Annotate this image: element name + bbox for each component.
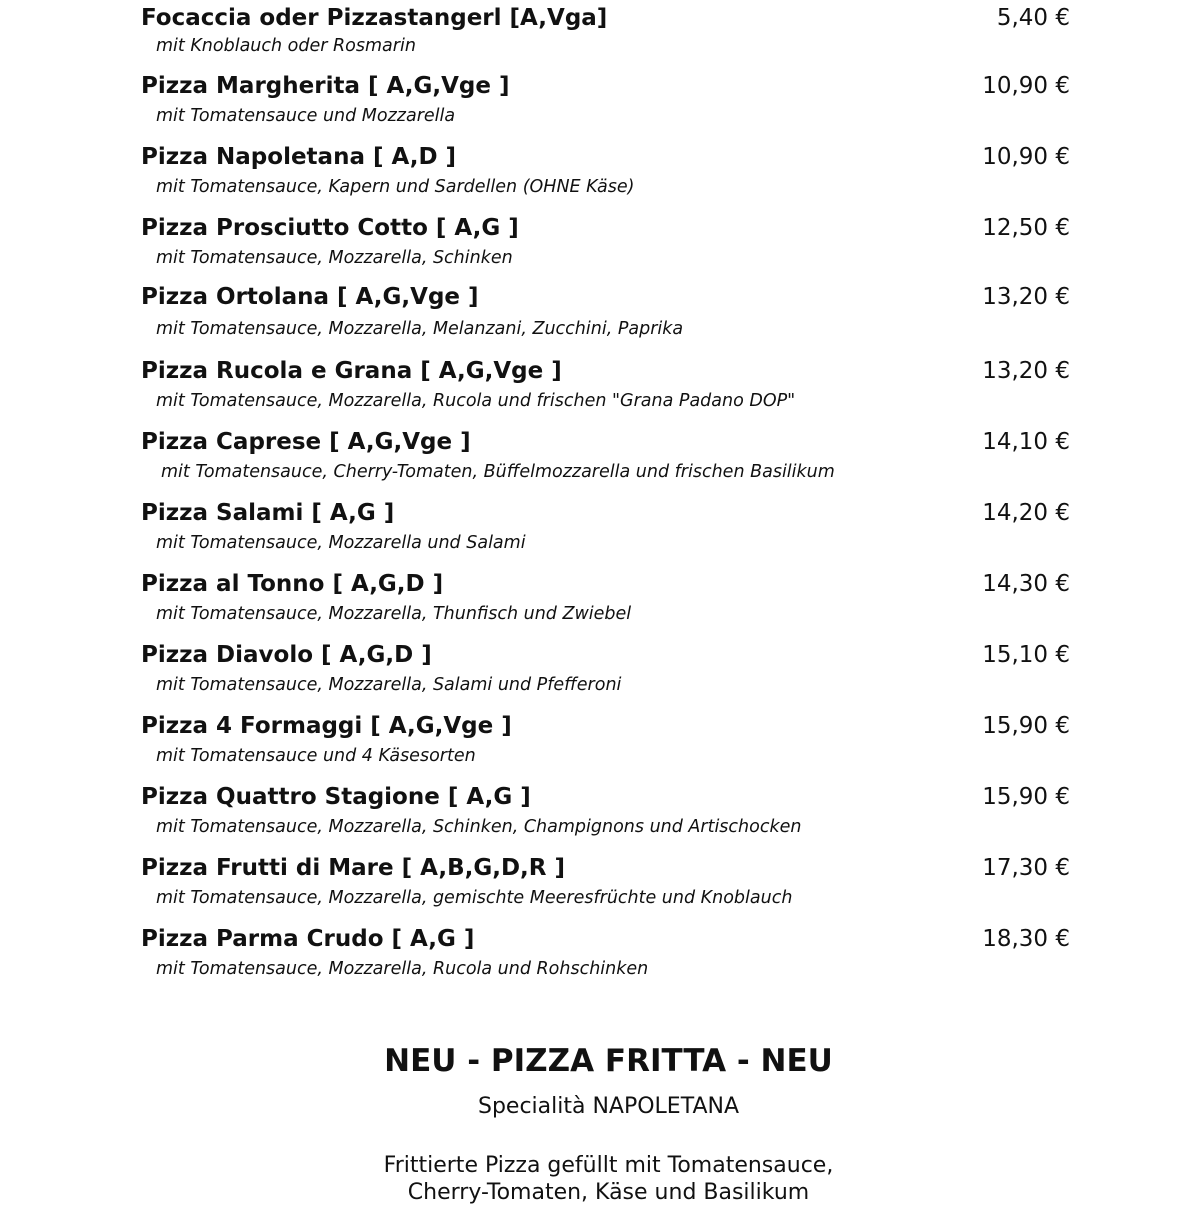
menu-item-name: Pizza Rucola e Grana [ A,G,Vge ] [141, 358, 562, 384]
menu-item [0, 780, 1200, 840]
menu-item-description: mit Tomatensauce, Mozzarella und Salami [156, 533, 526, 553]
menu-item-price: 10,90 € [982, 73, 1070, 99]
menu-item [0, 354, 1200, 414]
menu-item-description: mit Tomatensauce und Mozzarella [156, 106, 456, 126]
menu-item-name: Pizza Caprese [ A,G,Vge ] [141, 429, 471, 455]
menu-item-description: mit Knoblauch oder Rosmarin [156, 36, 416, 56]
menu-item [0, 280, 1200, 340]
menu-item-price: 15,90 € [982, 713, 1070, 739]
menu-item-description: mit Tomatensauce, Mozzarella, Melanzani, Zucchini, Paprika [156, 319, 684, 339]
menu-item-price: 13,20 € [982, 284, 1070, 310]
menu-item [0, 496, 1200, 556]
menu-item-name: Pizza Napoletana [ A,D ] [141, 144, 457, 170]
menu-item-description: mit Tomatensauce und 4 Käsesorten [156, 746, 476, 766]
menu-item [0, 638, 1200, 698]
menu-item [0, 922, 1200, 982]
menu-item-name: Pizza Margherita [ A,G,Vge ] [141, 73, 510, 99]
menu-item-name: Pizza Frutti di Mare [ A,B,G,D,R ] [141, 855, 566, 881]
menu-item-name: Pizza Ortolana [ A,G,Vge ] [141, 284, 479, 310]
special-description-line-1: Frittierte Pizza gefüllt mit Tomatensauce, [383, 1153, 834, 1178]
menu-item-description: mit Tomatensauce, Mozzarella, Schinken [156, 248, 513, 268]
menu-item-description: mit Tomatensauce, Mozzarella, Rucola und Rohschinken [156, 959, 649, 979]
menu-item-price: 14,30 € [982, 571, 1070, 597]
menu-item-name: Pizza Prosciutto Cotto [ A,G ] [141, 215, 519, 241]
menu-item-price: 18,30 € [982, 926, 1070, 952]
special-description-line-2: Cherry-Tomaten, Käse und Basilikum [407, 1180, 810, 1205]
menu-item-price: 17,30 € [982, 855, 1070, 881]
menu-item-price: 13,20 € [982, 358, 1070, 384]
menu-item-name: Pizza al Tonno [ A,G,D ] [141, 571, 444, 597]
menu-item [0, 69, 1200, 129]
menu-item-price: 10,90 € [982, 144, 1070, 170]
menu-item [0, 709, 1200, 769]
menu-item-description: mit Tomatensauce, Mozzarella, gemischte Meeresfrüchte und Knoblauch [156, 888, 793, 908]
menu-item [0, 140, 1200, 200]
menu-item-description: mit Tomatensauce, Mozzarella, Schinken, Champignons und Artischocken [156, 817, 802, 837]
menu-item [0, 211, 1200, 271]
menu-item-price: 14,20 € [982, 500, 1070, 526]
menu-item-description: mit Tomatensauce, Kapern und Sardellen (OHNE Käse) [156, 177, 635, 197]
menu-item-name: Pizza 4 Formaggi [ A,G,Vge ] [141, 713, 512, 739]
menu-item [0, 851, 1200, 911]
menu-item-name: Pizza Salami [ A,G ] [141, 500, 395, 526]
menu-item-price: 5,40 € [996, 5, 1070, 31]
special-section-title: NEU - PIZZA FRITTA - NEU [384, 1043, 833, 1079]
special-section-subtitle: Specialità NAPOLETANA [477, 1094, 739, 1119]
menu-item-price: 12,50 € [982, 215, 1070, 241]
menu-item-price: 14,10 € [982, 429, 1070, 455]
menu-item-description: mit Tomatensauce, Cherry-Tomaten, Büffelmozzarella und frischen Basilikum [161, 462, 835, 482]
menu-item-name: Focaccia oder Pizzastangerl [A,Vga] [141, 5, 608, 31]
menu-item-description: mit Tomatensauce, Mozzarella, Rucola und frischen "Grana Padano DOP" [156, 391, 796, 411]
menu-item [0, 425, 1200, 485]
menu-item-name: Pizza Parma Crudo [ A,G ] [141, 926, 475, 952]
menu-item-price: 15,90 € [982, 784, 1070, 810]
menu-item-name: Pizza Diavolo [ A,G,D ] [141, 642, 432, 668]
menu-item [0, 567, 1200, 627]
menu-item-price: 15,10 € [982, 642, 1070, 668]
menu-item-description: mit Tomatensauce, Mozzarella, Thunfisch und Zwiebel [156, 604, 632, 624]
menu-item-name: Pizza Quattro Stagione [ A,G ] [141, 784, 531, 810]
menu-item-description: mit Tomatensauce, Mozzarella, Salami und Pfefferoni [156, 675, 622, 695]
menu-item [0, 1, 1200, 61]
